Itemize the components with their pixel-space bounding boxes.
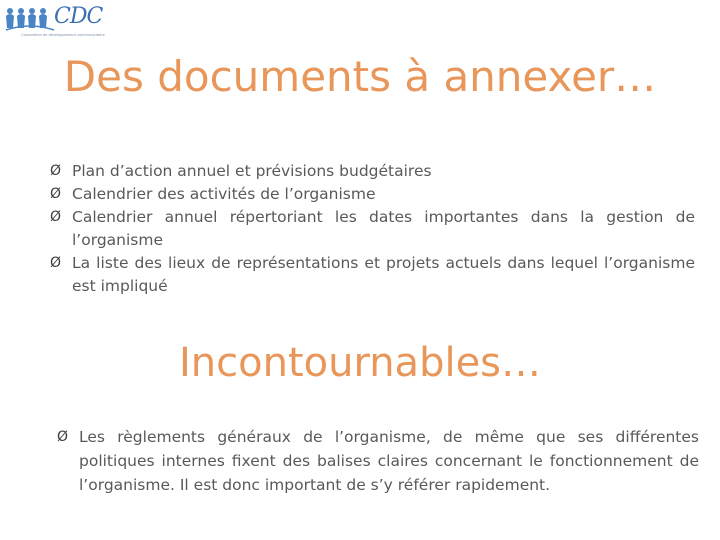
arrow-bullet-icon: Ø bbox=[50, 163, 62, 179]
arrow-bullet-icon: Ø bbox=[50, 186, 62, 202]
logo-text: CDC bbox=[54, 4, 103, 29]
list-item-text: Calendrier des activités de l’organisme bbox=[72, 185, 376, 203]
arrow-bullet-icon: Ø bbox=[50, 209, 62, 225]
list-item bbox=[57, 425, 699, 497]
list-item bbox=[50, 183, 695, 206]
list-item-text: Plan d’action annuel et prévisions budgétaires bbox=[72, 162, 432, 180]
people-chain-icon bbox=[4, 6, 56, 32]
documents-list bbox=[50, 160, 695, 298]
section-heading: Incontournables… bbox=[178, 340, 542, 386]
arrow-bullet-icon: Ø bbox=[50, 255, 62, 271]
logo-subtitle: Corporation de développement communautaire bbox=[21, 33, 105, 37]
cdc-logo bbox=[4, 6, 114, 44]
list-item bbox=[50, 206, 695, 252]
list-item bbox=[50, 160, 695, 183]
essentials-list bbox=[57, 425, 699, 497]
arrow-bullet-icon: Ø bbox=[57, 429, 69, 445]
list-item bbox=[50, 252, 695, 298]
list-item-text: Calendrier annuel répertoriant les dates importantes dans la gestion de l’organisme bbox=[72, 208, 695, 249]
page-title: Des documents à annexer… bbox=[63, 52, 657, 101]
list-item-text: Les règlements généraux de l’organisme, de même que ses différentes politiques internes fixent des balises claires concernant le fonctionnement de l’organisme. Il est donc important de s’y référer rapidement. bbox=[79, 428, 699, 494]
list-item-text: La liste des lieux de représentations et projets actuels dans lequel l’organisme est impliqué bbox=[72, 254, 695, 295]
